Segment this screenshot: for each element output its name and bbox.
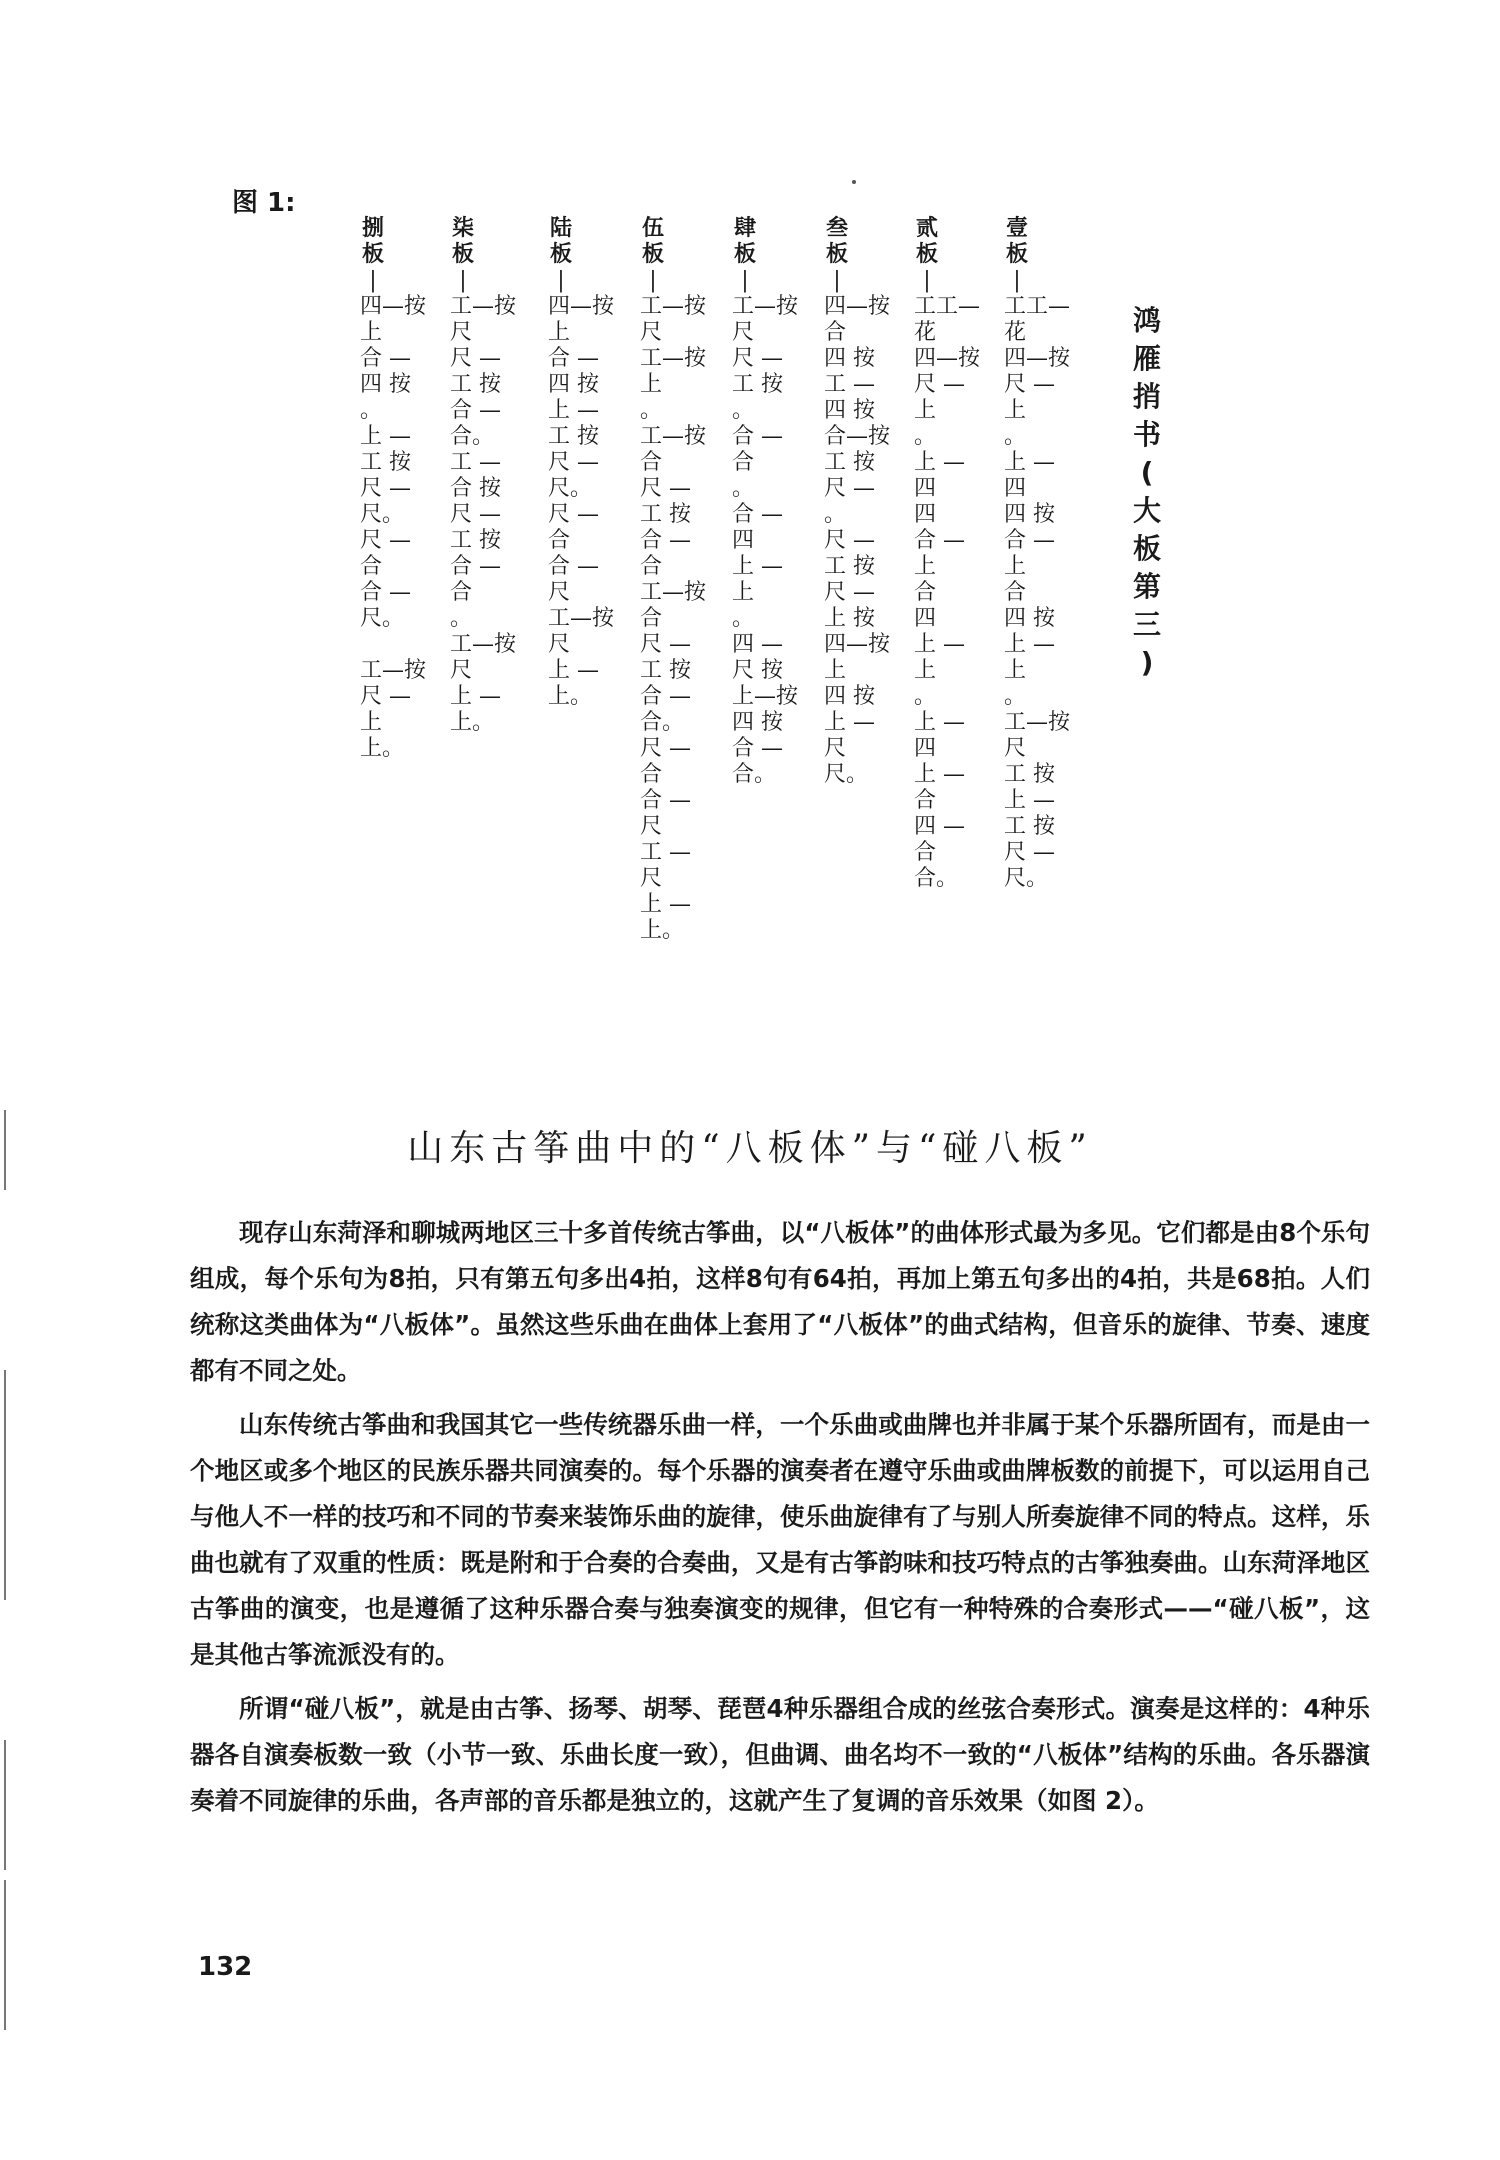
- score-line: 上 —: [360, 424, 411, 449]
- score-line: 上: [1004, 398, 1027, 423]
- gongche-score: [0, 0, 1500, 1060]
- column-bar: |: [923, 268, 931, 293]
- score-line: 上: [824, 658, 847, 683]
- score-line: 合 —: [732, 424, 783, 449]
- score-line: 尺 —: [824, 580, 875, 605]
- score-line: 合。: [914, 866, 959, 891]
- score-line: 合: [1004, 580, 1027, 605]
- title-char: 雁: [1132, 342, 1161, 375]
- score-line: 合: [640, 762, 663, 787]
- score-line: 合 —: [360, 580, 411, 605]
- score-line: 工 按: [1004, 762, 1055, 787]
- score-line: 四: [732, 528, 755, 553]
- score-line: 合 —: [732, 736, 783, 761]
- score-line: 合 —: [548, 554, 599, 579]
- column-label-char: 板: [641, 242, 664, 267]
- title-char: 书: [1132, 418, 1161, 451]
- score-line: 尺。: [548, 476, 593, 501]
- score-line: 尺。: [360, 502, 405, 527]
- score-line: 上: [732, 580, 755, 605]
- score-line: 尺: [450, 658, 473, 683]
- score-line: 上—按: [732, 684, 799, 709]
- score-line: 尺: [732, 320, 755, 345]
- score-line: 工—按: [360, 658, 427, 683]
- score-line: 上: [640, 372, 663, 397]
- score-column: [1004, 216, 1084, 892]
- score-line: 工—按: [640, 346, 707, 371]
- score-line: 四 按: [824, 346, 875, 371]
- score-line: 。: [732, 606, 755, 631]
- score-line: 工—按: [450, 632, 517, 657]
- title-char: 板: [1132, 532, 1161, 565]
- score-line: 合 —: [914, 528, 965, 553]
- score-line: 合: [824, 320, 847, 345]
- score-line: 合: [548, 528, 571, 553]
- score-line: 上。: [640, 918, 685, 943]
- score-line: 上 —: [548, 658, 599, 683]
- score-line: 四: [914, 606, 937, 631]
- score-column: [640, 216, 720, 944]
- score-line: 四—按: [824, 294, 891, 319]
- score-line: 上: [914, 658, 937, 683]
- column-label-char: 陆: [549, 216, 572, 241]
- score-line: 四 按: [1004, 606, 1055, 631]
- column-bar: |: [369, 268, 377, 293]
- article-title: 山东古筝曲中的“八板体”与“碰八板”: [407, 1128, 1093, 1169]
- score-line: 上。: [360, 736, 405, 761]
- score-column: [824, 216, 904, 788]
- score-line: 上: [360, 710, 383, 735]
- score-line: 合 —: [732, 502, 783, 527]
- score-line: 四: [914, 476, 937, 501]
- score-line: 工—按: [640, 424, 707, 449]
- score-line: 合 —: [640, 684, 691, 709]
- score-line: 合—按: [824, 424, 891, 449]
- title-char: ): [1140, 646, 1154, 679]
- score-line: 合: [914, 788, 937, 813]
- score-line: 尺 —: [914, 372, 965, 397]
- score-line: 四—按: [360, 294, 427, 319]
- score-line: 尺 —: [548, 502, 599, 527]
- score-line: 四 按: [732, 710, 783, 735]
- score-line: 四—按: [1004, 346, 1071, 371]
- score-line: 尺 —: [360, 684, 411, 709]
- figure-label: 图 1:: [232, 188, 296, 218]
- score-line: 尺: [548, 632, 571, 657]
- score-line: 合 —: [640, 528, 691, 553]
- score-line: 合 —: [640, 788, 691, 813]
- score-column: [914, 216, 994, 892]
- score-line: 合。: [732, 762, 777, 787]
- score-line: 尺: [640, 814, 663, 839]
- score-line: 上 —: [914, 450, 965, 475]
- score-line: 尺 —: [640, 476, 691, 501]
- score-line: 上: [548, 320, 571, 345]
- column-bar: |: [833, 268, 841, 293]
- score-line: 合 —: [548, 346, 599, 371]
- column-label-char: 板: [549, 242, 572, 267]
- score-line: 合。: [640, 710, 685, 735]
- title-char: 三: [1132, 608, 1161, 641]
- score-line: 尺 按: [732, 658, 783, 683]
- score-line: 四—按: [914, 346, 981, 371]
- column-label-char: 肆: [733, 216, 756, 241]
- score-line: 工 —: [450, 450, 501, 475]
- column-label-char: 捌: [361, 216, 384, 241]
- score-line: 合 —: [1004, 528, 1055, 553]
- score-line: 尺: [548, 580, 571, 605]
- score-line: 工 按: [450, 372, 501, 397]
- title-char: 鸿: [1132, 304, 1161, 337]
- score-line: 合 —: [360, 346, 411, 371]
- score-line: 合: [640, 554, 663, 579]
- column-label-char: 叁: [825, 216, 848, 241]
- score-line: 工—按: [640, 294, 707, 319]
- score-column: [360, 216, 440, 762]
- score-line: 上 —: [548, 398, 599, 423]
- score-line: 上 —: [732, 554, 783, 579]
- score-line: [360, 632, 440, 658]
- score-line: 上 按: [824, 606, 875, 631]
- score-line: 合: [450, 580, 473, 605]
- score-line: 四—按: [548, 294, 615, 319]
- title-char: (: [1140, 456, 1154, 489]
- column-label-char: 柒: [451, 216, 474, 241]
- score-line: 四 按: [824, 398, 875, 423]
- margin-rule: [4, 1370, 6, 1600]
- score-line: 工 按: [732, 372, 783, 397]
- column-label-char: 板: [451, 242, 474, 267]
- score-line: 合: [914, 580, 937, 605]
- score-line: 工 按: [640, 658, 691, 683]
- score-line: 花: [1004, 320, 1027, 345]
- score-line: 合 —: [450, 554, 501, 579]
- margin-rule: [4, 1740, 6, 1870]
- score-line: 工—按: [450, 294, 517, 319]
- column-label-char: 伍: [641, 216, 664, 241]
- score-line: 花: [914, 320, 937, 345]
- score-line: 上: [914, 398, 937, 423]
- column-bar: |: [557, 268, 565, 293]
- score-line: 上 —: [914, 710, 965, 735]
- score-line: 合 按: [450, 476, 501, 501]
- score-line: 四 按: [360, 372, 411, 397]
- column-bar: |: [1013, 268, 1021, 293]
- score-line: 工—按: [732, 294, 799, 319]
- score-line: 工 按: [548, 424, 599, 449]
- score-line: 合 —: [450, 398, 501, 423]
- column-label-char: 壹: [1005, 216, 1028, 241]
- score-line: 尺 —: [1004, 372, 1055, 397]
- score-line: 尺 —: [640, 736, 691, 761]
- score-line: 工工—: [914, 294, 981, 319]
- score-line: 。: [732, 476, 755, 501]
- column-label-char: 板: [915, 242, 938, 267]
- score-column: [732, 216, 812, 788]
- margin-rule: [4, 1880, 6, 2030]
- score-title: [1130, 302, 1164, 682]
- score-line: 四 按: [1004, 502, 1055, 527]
- score-line: 尺 —: [824, 476, 875, 501]
- score-line: 四 按: [824, 684, 875, 709]
- score-line: 尺 —: [360, 476, 411, 501]
- score-line: 上 —: [1004, 450, 1055, 475]
- score-line: 尺: [1004, 736, 1027, 761]
- score-line: 尺 —: [640, 632, 691, 657]
- score-line: 上 —: [914, 632, 965, 657]
- score-line: 四: [1004, 476, 1027, 501]
- score-line: 合: [640, 450, 663, 475]
- score-line: 上。: [548, 684, 593, 709]
- score-line: 上 —: [914, 762, 965, 787]
- score-line: 工 按: [1004, 814, 1055, 839]
- score-line: 。: [1004, 424, 1027, 449]
- score-line: 。: [914, 424, 937, 449]
- column-bar: |: [649, 268, 657, 293]
- score-line: 工 按: [360, 450, 411, 475]
- score-line: 。: [450, 606, 473, 631]
- score-line: 。: [732, 398, 755, 423]
- column-bar: |: [459, 268, 467, 293]
- score-line: 。: [360, 398, 383, 423]
- score-line: 合: [360, 554, 383, 579]
- score-line: 。: [914, 684, 937, 709]
- score-line: 四 —: [914, 814, 965, 839]
- score-line: 上: [1004, 554, 1027, 579]
- score-line: 工—按: [1004, 710, 1071, 735]
- column-bar: |: [741, 268, 749, 293]
- score-line: 上 —: [824, 710, 875, 735]
- score-line: 四 按: [548, 372, 599, 397]
- column-label-char: 板: [733, 242, 756, 267]
- score-line: 工 —: [824, 372, 875, 397]
- paragraph: 山东传统古筝曲和我国其它一些传统器乐曲一样，一个乐曲或曲牌也并非属于某个乐器所固有，而是由一个地区或多个地区的民族乐器共同演奏的。每个乐器的演奏者在遵守乐曲或曲牌板数的前提下，可以运用自己与他人不一样的技巧和不同的节奏来装饰乐曲的旋律，使乐曲旋律有了与别人所奏旋律不同的特点。这样，乐曲也就有了双重的性质：既是附和于合奏的合奏曲，又是有古筝韵味和技巧特点的古筝独奏曲。山东菏泽地区古筝曲的演变，也是遵循了这种乐器合奏与独奏演变的规律，但它有一种特殊的合奏形式——“碰八板”，这是其他古筝流派没有的。: [190, 1410, 1370, 1669]
- title-char: 捎: [1132, 380, 1161, 413]
- score-line: 尺: [450, 320, 473, 345]
- score-line: 工 按: [824, 450, 875, 475]
- score-line: 尺。: [360, 606, 405, 631]
- score-column: [450, 216, 530, 736]
- score-line: 。: [1004, 684, 1027, 709]
- score-line: 上。: [450, 710, 495, 735]
- score-line: 上 —: [640, 892, 691, 917]
- score-line: 工 按: [640, 502, 691, 527]
- score-line: 上 —: [1004, 632, 1055, 657]
- score-line: 尺 —: [450, 346, 501, 371]
- score-line: 上 —: [450, 684, 501, 709]
- paragraph: 所谓“碰八板”，就是由古筝、扬琴、胡琴、琵琶4种乐器组合成的丝弦合奏形式。演奏是这样的：4种乐器各自演奏板数一致（小节一致、乐曲长度一致），但曲调、曲名均不一致的“八板体”结构的乐曲。各乐器演奏着不同旋律的乐曲，各声部的音乐都是独立的，这就产生了复调的音乐效果（如图 2）。: [190, 1694, 1370, 1815]
- score-line: 尺: [640, 320, 663, 345]
- score-line: 工—按: [548, 606, 615, 631]
- score-column: [548, 216, 628, 710]
- title-char: 大: [1132, 494, 1161, 527]
- score-line: 尺 —: [732, 346, 783, 371]
- score-line: 合: [640, 606, 663, 631]
- score-line: 上: [1004, 658, 1027, 683]
- column-label-char: 板: [1005, 242, 1028, 267]
- article-body: [190, 1210, 1370, 1832]
- score-line: 上: [914, 554, 937, 579]
- score-line: 合。: [450, 424, 495, 449]
- score-line: 工工—: [1004, 294, 1071, 319]
- score-line: 尺 —: [548, 450, 599, 475]
- score-line: 尺。: [1004, 866, 1049, 891]
- score-line: 尺。: [824, 762, 869, 787]
- score-line: 尺 —: [360, 528, 411, 553]
- score-line: 工 —: [640, 840, 691, 865]
- score-line: 。: [640, 398, 663, 423]
- score-line: 尺: [824, 736, 847, 761]
- score-line: 上 —: [1004, 788, 1055, 813]
- score-line: 合: [732, 450, 755, 475]
- score-line: 工 按: [450, 528, 501, 553]
- score-line: 合: [914, 840, 937, 865]
- score-line: 四: [914, 736, 937, 761]
- page-number: 132: [198, 1952, 253, 1982]
- score-line: 尺 —: [1004, 840, 1055, 865]
- column-label-char: 板: [361, 242, 384, 267]
- score-line: 。: [824, 502, 847, 527]
- column-label-char: 板: [825, 242, 848, 267]
- score-line: 尺 —: [450, 502, 501, 527]
- title-char: 第: [1132, 570, 1161, 603]
- score-line: 四 —: [732, 632, 783, 657]
- score-line: 四: [914, 502, 937, 527]
- column-label-char: 贰: [915, 216, 938, 241]
- score-line: 尺 —: [824, 528, 875, 553]
- score-line: 工 按: [824, 554, 875, 579]
- score-line: 尺: [640, 866, 663, 891]
- score-line: 上: [360, 320, 383, 345]
- score-line: 工—按: [640, 580, 707, 605]
- paragraph: 现存山东菏泽和聊城两地区三十多首传统古筝曲，以“八板体”的曲体形式最为多见。它们都是由8个乐句组成，每个乐句为8拍，只有第五句多出4拍，这样8句有64拍，再加上第五句多出的4拍，共是68拍。人们统称这类曲体为“八板体”。虽然这些乐曲在曲体上套用了“八板体”的曲式结构，但音乐的旋律、节奏、速度都有不同之处。: [190, 1218, 1370, 1385]
- score-line: 四—按: [824, 632, 891, 657]
